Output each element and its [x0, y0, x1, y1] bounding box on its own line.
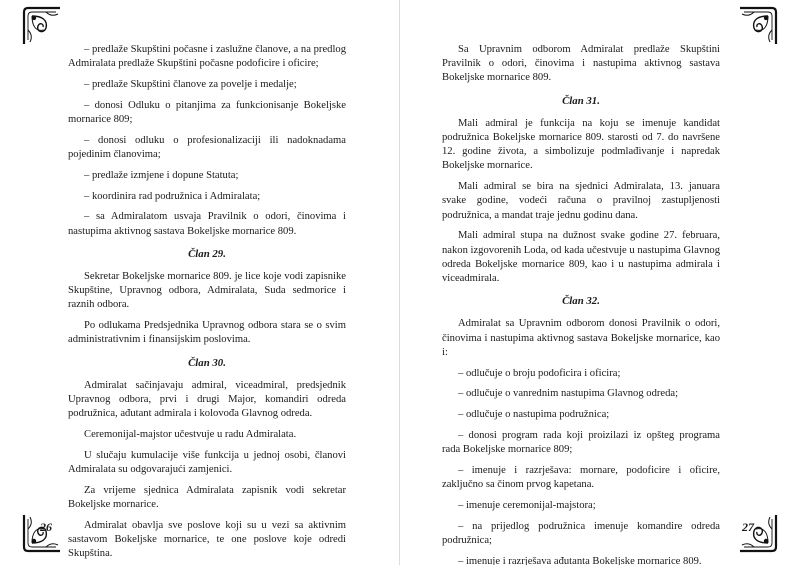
paragraph: Mali admiral stupa na dužnost svake godine 27. februara, nakon izgovorenih Loda, od kada učestvuje u nastupima Glavnog odreda Bokeljske mornarice 809, kao i u nastupima admirala i viceadmirala. — [442, 230, 721, 285]
article-heading-29: Član 29. — [188, 247, 226, 260]
list-item: – imenuje i razrješava ađutanta Bokeljske mornarice 809. — [458, 555, 702, 565]
page-number: 27 — [742, 520, 754, 534]
list-item: – koordinira rad podružnica i Admiralata; — [84, 190, 261, 202]
article-heading-32: Član 32. — [562, 295, 600, 308]
list-item: – imenuje ceremonijal-majstora; — [458, 500, 596, 512]
right-page-text — [442, 43, 720, 565]
corner-flourish-icon — [738, 6, 778, 46]
list-item: – predlaže Skupštini počasne i zaslužne članove, a na predlog Admiralata predlaže Skupštini počasne podoficire i oficire; — [68, 44, 346, 70]
page-number: 26 — [40, 520, 52, 534]
article-heading-31: Član 31. — [562, 94, 600, 107]
paragraph: Sekretar Bokeljske mornarice 809. je lice koje vodi zapisnike Skupštine, Upravnog odbora, Admiralata, Suda sedmorice i raznih odbora. — [68, 271, 346, 311]
paragraph: Sa Upravnim odborom Admiralat predlaže Skupštini Pravilnik o odori, činovima i nastupima aktivnog sastava Bokeljske mornarice 809. — [442, 44, 720, 84]
paragraph: Admiralat obavlja sve poslove koji su u vezi sa aktivnim sastavom Bokeljske mornarice, te one poslove koje odredi Skupština. — [68, 519, 346, 560]
paragraph: Admiralat sa Upravnim odborom donosi Pravilnik o odori, činovima i nastupima aktivnog sastava Bokeljske mornarice, kao i: — [442, 318, 720, 358]
list-item: – donosi odluku o profesionalizaciji ili nadoknadama pojedinim članovima; — [68, 134, 346, 160]
list-item: – predlaže Skupštini članove za povelje i medalje; — [84, 79, 297, 90]
left-page-text — [68, 43, 346, 565]
list-item: – donosi program rada koji proizilazi iz opšteg programa rada Bokeljske mornarice 809; — [442, 430, 720, 456]
list-item: – odlučuje o broju podoficira i oficira; — [458, 367, 621, 379]
list-item: – imenuje i razrješava: mornare, podoficire i oficire, zaključno sa činom prvog kapetana. — [442, 465, 720, 491]
right-page — [400, 0, 800, 565]
paragraph: Po odlukama Predsjednika Upravnog odbora stara se o svim administrativnim i finansijskim poslovima. — [68, 320, 346, 346]
paragraph: Mali admiral se bira na sjednici Admiralata, 13. januara svake godine, vodeći računa o pravilnoj zastupljenosti podružnica, a mandat traje jednu godinu dana. — [442, 181, 720, 221]
list-item: – odlučuje o vanrednim nastupima Glavnog odreda; — [458, 388, 679, 400]
article-heading-30: Član 30. — [188, 356, 226, 369]
list-item: – donosi Odluku o pitanjima za funkcionisanje Bokeljske mornarice 809; — [68, 99, 346, 125]
list-item: – predlaže izmjene i dopune Statuta; — [84, 169, 239, 181]
list-item: – odlučuje o nastupima podružnica; — [458, 409, 610, 421]
paragraph: Admiralat sačinjavaju admiral, viceadmiral, predsjednik Upravnog odbora, prvi i drugi Major, komandiri odreda podružnica, ađutant admirala i kolovođa Glavnog odreda. — [68, 379, 346, 420]
corner-flourish-icon — [22, 6, 62, 46]
list-item: – sa Admiralatom usvaja Pravilnik o odori, činovima i nastupima aktivnog sastava Bokeljske mornarice 809. — [68, 211, 346, 237]
list-item: – na prijedlog podružnica imenuje komandire odreda podružnica; — [442, 520, 720, 547]
paragraph: Ceremonijal-majstor učestvuje u radu Admiralata. — [84, 429, 297, 441]
paragraph: Mali admiral je funkcija na koju se imenuje kandidat podružnica Bokeljske mornarice 809. starosti od 7. do navršene 12. godine života, a simbolizuje podmlađivanje i napredak Bokeljske mornarice. — [442, 117, 720, 172]
paragraph: U slučaju kumulacije više funkcija u jednoj osobi, članovi Admiralata su odgovarajući zamjenici. — [68, 449, 346, 476]
paragraph: Za vrijeme sjednica Admiralata zapisnik vodi sekretar Bokeljske mornarice. — [68, 484, 346, 511]
